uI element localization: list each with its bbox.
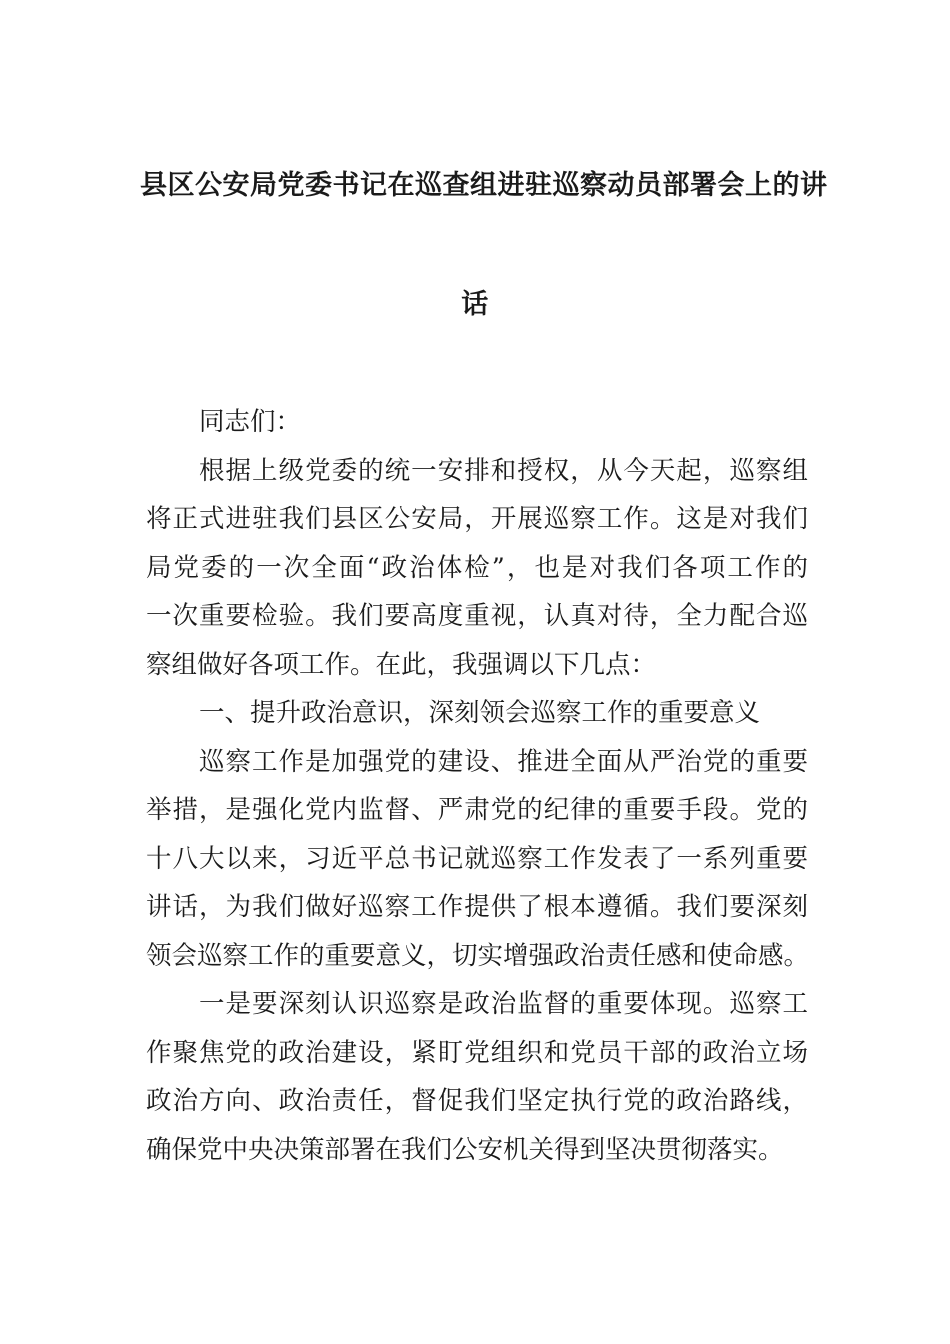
paragraph-line: 领会巡察工作的重要意义，切实增强政治责任感和使命感。 bbox=[146, 940, 810, 971]
document-title-line-1: 县区公安局党委书记在巡查组进驻巡察动员部署会上的讲 bbox=[140, 170, 828, 201]
paragraph-line: 将正式进驻我们县区公安局，开展巡察工作。这是对我们 bbox=[146, 504, 808, 534]
paragraph-2 bbox=[146, 738, 808, 981]
section-heading-1 bbox=[146, 689, 808, 738]
paragraph-line: 政治方向、政治责任，督促我们坚定执行党的政治路线， bbox=[146, 1086, 808, 1116]
paragraph-line: 局党委的一次全面“政治体检”，也是对我们各项工作的 bbox=[146, 552, 808, 583]
document-body bbox=[146, 398, 808, 1174]
salutation: 同志们： bbox=[199, 407, 302, 437]
paragraph-1 bbox=[146, 447, 808, 690]
paragraph-line: 一次重要检验。我们要高度重视，认真对待，全力配合巡 bbox=[146, 601, 808, 631]
paragraph-line: 根据上级党委的统一安排和授权，从今天起，巡察组 bbox=[199, 455, 808, 486]
paragraph-3 bbox=[146, 980, 808, 1174]
paragraph-line: 确保党中央决策部署在我们公安机关得到坚决贯彻落实。 bbox=[146, 1134, 784, 1165]
document-title-line-2: 话 bbox=[461, 289, 489, 320]
paragraph-line: 作聚焦党的政治建设，紧盯党组织和党员干部的政治立场 bbox=[146, 1037, 808, 1068]
paragraph-line: 巡察工作是加强党的建设、推进全面从严治党的重要 bbox=[199, 746, 808, 777]
paragraph-line: 讲话，为我们做好巡察工作提供了根本遵循。我们要深刻 bbox=[146, 892, 808, 922]
paragraph-line: 十八大以来，习近平总书记就巡察工作发表了一系列重要 bbox=[146, 843, 808, 874]
section-heading: 一、提升政治意识，深刻领会巡察工作的重要意义 bbox=[199, 698, 761, 728]
paragraph-line: 一是要深刻认识巡察是政治监督的重要体现。巡察工 bbox=[199, 989, 808, 1019]
paragraph-line: 举措，是强化党内监督、严肃党的纪律的重要手段。党的 bbox=[146, 795, 808, 825]
paragraph-line: 察组做好各项工作。在此，我强调以下几点： bbox=[146, 649, 657, 680]
